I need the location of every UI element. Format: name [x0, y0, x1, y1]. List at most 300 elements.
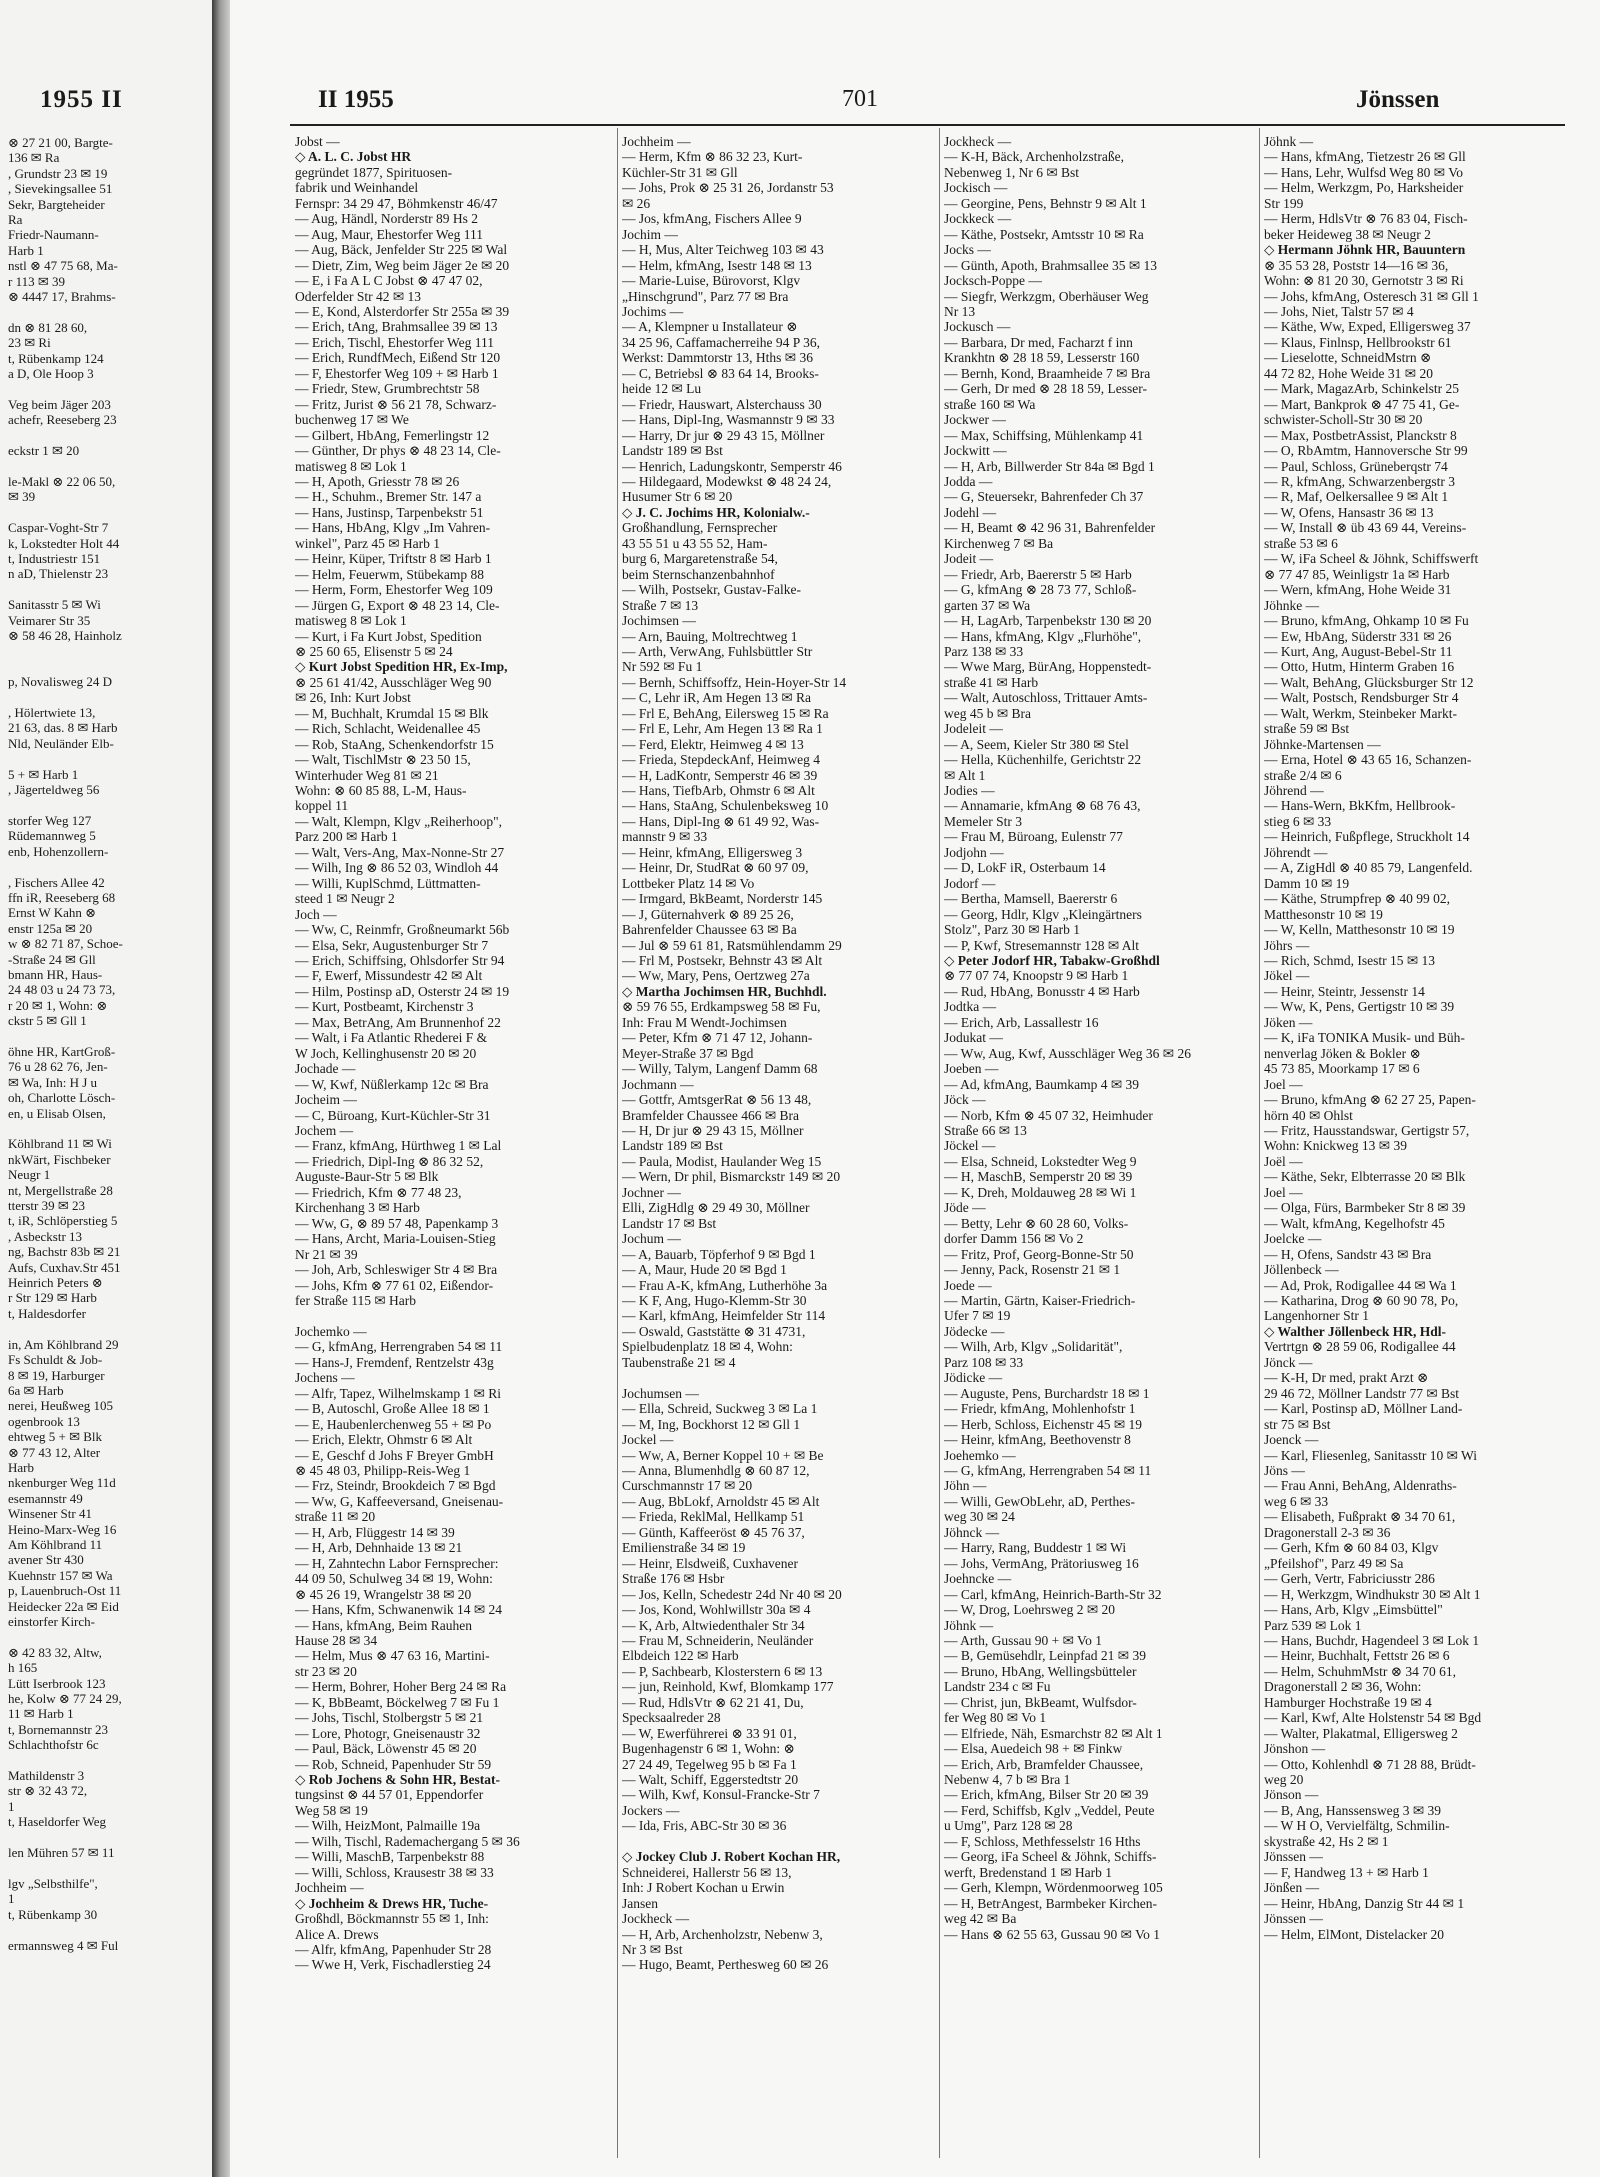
directory-entry-line: str ⊗ 32 43 72,: [8, 1783, 88, 1799]
directory-entry-line: Harb: [8, 1459, 34, 1475]
directory-entry-line: Langenhorner Str 1: [1264, 1308, 1369, 1324]
directory-entry-line: 23 ✉ Ri: [8, 335, 51, 351]
directory-entry-line: heide 12 ✉ Lu: [622, 381, 702, 397]
directory-entry-line: ⊗ 77 07 74, Knoopstr 9 ✉ Harb 1: [944, 968, 1129, 984]
directory-entry-line: Joel —: [1264, 1076, 1303, 1092]
directory-entry-line: — Gerh, Kfm ⊗ 60 84 03, Klgv: [1264, 1540, 1439, 1556]
directory-entry-line: — Fritz, Hausstandswar, Gertigstr 57,: [1264, 1123, 1470, 1138]
directory-entry-line: — Heinr, Buchhalt, Fettstr 26 ✉ 6: [1264, 1648, 1450, 1664]
directory-entry-line: Dragonerstall 2-3 ✉ 36: [1264, 1524, 1391, 1540]
directory-entry-line: gegründet 1877, Spirituosen-: [295, 164, 453, 180]
directory-entry-line: — Heinr, HbAng, Danzig Str 44 ✉ 1: [1264, 1895, 1465, 1911]
directory-entry-line: — Hans, Dipl-Ing, Wasmannstr 9 ✉ 33: [622, 412, 835, 428]
directory-entry-line: ⊗ 59 76 55, Erdkampsweg 58 ✉ Fu,: [622, 999, 821, 1015]
directory-entry-line: — Gottfr, AmtsgerRat ⊗ 56 13 48,: [622, 1092, 812, 1108]
directory-entry-line: Jöhnke —: [1264, 597, 1320, 613]
directory-entry-line: Sekr, Bargteheider: [8, 196, 105, 212]
directory-entry-line: — Olga, Fürs, Barmbeker Str 8 ✉ 39: [1264, 1200, 1466, 1216]
directory-entry-line: — K, BbBeamt, Böckelweg 7 ✉ Fu 1: [295, 1694, 500, 1710]
directory-entry-line: — Jos, Kond, Wohlwillstr 30a ✉ 4: [622, 1602, 811, 1618]
directory-entry-line: Ernst W Kahn ⊗: [8, 905, 97, 921]
directory-entry-line: ✉ 26: [622, 195, 651, 211]
directory-entry-line: straße 41 ✉ Harb: [944, 674, 1039, 690]
directory-entry-line: — Arth, VerwAng, Fuhlsbüttler Str: [622, 643, 813, 659]
directory-entry-line: — Hans-Wern, BkKfm, Hellbrook-: [1264, 798, 1456, 814]
directory-entry-line: — Christ, jun, BkBeamt, Wulfsdor-: [944, 1694, 1137, 1710]
directory-entry-line: Taubenstraße 21 ✉ 4: [622, 1354, 736, 1370]
directory-entry-line: Nr 13: [944, 303, 976, 319]
directory-entry-line: — Käthe, Ww, Exped, Elligersweg 37: [1264, 319, 1471, 335]
directory-entry-line: — K-H, Bäck, Archenholzstraße,: [944, 149, 1124, 165]
directory-entry-line: ⊗ 58 46 28, Hainholz: [8, 628, 122, 643]
directory-entry-line: — Erich, Arb, Lassallestr 16: [944, 1014, 1099, 1030]
directory-entry-line: [622, 1370, 935, 1385]
directory-entry-line: — Herm, Form, Ehestorfer Weg 109: [295, 582, 493, 598]
directory-entry-line: — M, Buchhalt, Krumdal 15 ✉ Blk: [295, 705, 489, 721]
directory-entry-line: — Ww, A, Berner Koppel 10 + ✉ Be: [622, 1447, 824, 1463]
directory-entry-line: — Herm, Bohrer, Hoher Berg 24 ✉ Ra: [295, 1679, 507, 1695]
left-page: [0, 0, 212, 2177]
directory-entry-line: — K F, Ang, Hugo-Klemm-Str 30: [622, 1292, 807, 1308]
directory-entry-line: — O, RbAmtm, Hannoversche Str 99: [1264, 443, 1468, 459]
directory-entry-line: — Erich, Elektr, Ohmstr 6 ✉ Alt: [295, 1432, 473, 1448]
directory-entry-line: — Karl, Fliesenleg, Sanitasstr 10 ✉ Wi: [1264, 1447, 1477, 1463]
directory-entry-line: Jöken —: [1264, 1014, 1313, 1030]
directory-entry-line: Friedr-Naumann-: [8, 227, 99, 243]
directory-entry-line: — H, LagArb, Tarpenbekstr 130 ✉ 20: [944, 613, 1152, 629]
directory-entry-line: — Walt, BehAng, Glücksburger Str 12: [1264, 674, 1474, 690]
directory-entry-line: Weg 58 ✉ 19: [295, 1802, 368, 1818]
directory-entry-line: — Ww, Aug, Kwf, Ausschläger Weg 36 ✉ 26: [944, 1045, 1191, 1061]
directory-entry-line: — Wern, Dr phil, Bismarckstr 149 ✉ 20: [622, 1169, 841, 1185]
directory-entry-line: Alice A. Drews: [295, 1926, 379, 1942]
directory-entry-line: Landstr 189 ✉ Bst: [622, 1138, 723, 1154]
directory-entry-line: — A, Klempner u Installateur ⊗: [622, 319, 798, 335]
directory-entry-line: — Fritz, Jurist ⊗ 56 21 78, Schwarz-: [295, 396, 497, 412]
directory-entry-line: Jochheim —: [295, 1880, 364, 1896]
directory-entry-line: — Herb, Schloss, Eichenstr 45 ✉ 19: [944, 1416, 1143, 1432]
directory-entry-line: le-Makl ⊗ 22 06 50,: [8, 473, 116, 489]
directory-entry-line: — Alfr, Tapez, Wilhelmskamp 1 ✉ Ri: [295, 1385, 502, 1401]
directory-entry-line: — Mark, MagazArb, Schinkelstr 25: [1264, 381, 1459, 397]
directory-entry-line: Am Köhlbrand 11: [8, 1536, 103, 1552]
directory-entry-line: — Aug, Bäck, Jenfelder Str 225 ✉ Wal: [295, 242, 508, 258]
directory-entry-line: — Käthe, Postsekr, Amtsstr 10 ✉ Ra: [944, 226, 1144, 242]
directory-entry-line: — E, Kond, Alsterdorfer Str 255a ✉ 39: [295, 303, 510, 319]
directory-entry-line: — B, Gemüsehdlr, Leinpfad 21 ✉ 39: [944, 1648, 1146, 1664]
directory-entry-line: — F, Schloss, Methfesselstr 16 Hths: [944, 1833, 1141, 1849]
directory-entry-line: Jockwitt —: [944, 443, 1007, 459]
directory-entry-line: — Walt, kfmAng, Kegelhofstr 45: [1264, 1215, 1445, 1231]
directory-entry-line: Jocks —: [944, 242, 991, 258]
directory-entry-line: — Heinr, kfmAng, Beethovenstr 8: [944, 1432, 1131, 1448]
directory-entry-line: buchenweg 17 ✉ We: [295, 412, 409, 428]
directory-entry-line: — Siegfr, Werkzgm, Oberhäuser Weg: [944, 288, 1149, 304]
directory-entry-line: 43 55 51 u 43 55 52, Ham-: [622, 535, 768, 551]
directory-entry-line: 5 + ✉ Harb 1: [8, 766, 79, 782]
right-page: [230, 0, 1600, 2177]
directory-entry-line: — H, Arb, Flüggestr 14 ✉ 39: [295, 1524, 455, 1540]
page-header-keyword: Jönssen: [1356, 86, 1440, 113]
directory-entry-line: — Willi, MaschB, Tarpenbekstr 88: [295, 1849, 485, 1865]
book-gutter: [212, 0, 230, 2177]
directory-entry-line: — R, kfmAng, Schwarzenbergstr 3: [1264, 473, 1455, 489]
directory-entry-line: fabrik und Weinhandel: [295, 180, 419, 196]
directory-entry-line: Auguste-Baur-Str 5 ✉ Blk: [295, 1169, 439, 1185]
directory-entry-line: — G, kfmAng, Herrengraben 54 ✉ 11: [295, 1339, 503, 1355]
directory-entry-line: weg 45 b ✉ Bra: [944, 705, 1032, 721]
directory-entry-line: Jockheck —: [622, 1911, 690, 1927]
directory-entry-line: Großhdl, Böckmannstr 55 ✉ 1, Inh:: [295, 1911, 489, 1927]
directory-entry-line: Elli, ZigHdlg ⊗ 29 49 30, Möllner: [622, 1200, 810, 1216]
directory-entry-line: — Lore, Photogr, Gneisenaustr 32: [295, 1725, 481, 1741]
directory-entry-line: nstl ⊗ 47 75 68, Ma-: [8, 258, 118, 274]
directory-entry-line: Emilienstraße 34 ✉ 19: [622, 1540, 746, 1556]
directory-entry-line: — Günther, Dr phys ⊗ 48 23 14, Cle-: [295, 443, 501, 459]
directory-entry-line: weg 30 ✉ 24: [944, 1509, 1015, 1525]
directory-entry-line: — Ferd, Elektr, Heimweg 4 ✉ 13: [622, 736, 804, 752]
directory-column-2: [622, 134, 935, 1973]
directory-entry-line: — H., Schuhm., Bremer Str. 147 a: [295, 489, 482, 505]
directory-entry-line: Lütt Iserbrook 123: [8, 1675, 106, 1691]
directory-entry-line: — Ww, G, ⊗ 89 57 48, Papenkamp 3: [295, 1215, 499, 1231]
directory-entry-line: Jodukat —: [944, 1030, 1003, 1046]
directory-entry-line: Großhandlung, Fernsprecher: [622, 520, 778, 536]
directory-entry-line: — Rich, Schmd, Isestr 15 ✉ 13: [1264, 953, 1436, 969]
directory-entry-line: Schlachthofstr 6c: [8, 1737, 99, 1753]
directory-entry-line: — Aug, Händl, Norderstr 89 Hs 2: [295, 211, 478, 227]
directory-entry-line: — Walt, Postsch, Rendsburger Str 4: [1264, 690, 1459, 706]
directory-entry-line: — Johs, Prok ⊗ 25 31 26, Jordanstr 53: [622, 180, 834, 196]
directory-entry-line: Jöhnk —: [944, 1617, 994, 1633]
directory-entry-line: — Hans, Lehr, Wulfsd Weg 80 ✉ Vo: [1264, 164, 1464, 180]
directory-entry-line: — Hans, Archt, Maria-Louisen-Stieg: [295, 1231, 496, 1247]
directory-entry-line: — Willi, KuplSchmd, Lüttmatten-: [295, 875, 481, 891]
directory-entry-line: — Arn, Bauing, Moltrechtweg 1: [622, 628, 798, 644]
directory-entry-line: — Wwe H, Verk, Fischadlerstieg 24: [295, 1957, 491, 1973]
directory-entry-line: — Wilh, Ing ⊗ 86 52 03, Windloh 44: [295, 860, 499, 876]
directory-entry-line: — A, Seem, Kieler Str 380 ✉ Stel: [944, 736, 1129, 752]
directory-entry-line: Jobst —: [295, 134, 340, 149]
directory-entry-line: [8, 1321, 208, 1336]
directory-entry-line: Parz 539 ✉ Lok 1: [1264, 1617, 1362, 1633]
directory-entry-line: — F, Ewerf, Missundestr 42 ✉ Alt: [295, 968, 483, 984]
directory-column-4: [1264, 134, 1567, 1942]
directory-entry-line: — Ww, G, Kaffeeversand, Gneisenau-: [295, 1493, 504, 1509]
directory-entry-line: — Heinr, Dr, StudRat ⊗ 60 97 09,: [622, 860, 809, 876]
directory-entry-line: — Wilh, Tischl, Rademachergang 5 ✉ 36: [295, 1833, 520, 1849]
directory-entry-line: — Frieda, ReklMal, Hellkamp 51: [622, 1509, 805, 1525]
directory-entry-line: Harb 1: [8, 242, 44, 258]
directory-entry-line: — Mart, Bankprok ⊗ 47 75 41, Ge-: [1264, 396, 1460, 412]
directory-entry-line: — Rud, HbAng, Bonusstr 4 ✉ Harb: [944, 983, 1140, 999]
directory-entry-line: — Walt, Vers-Ang, Max-Nonne-Str 27: [295, 844, 505, 860]
column-divider: [617, 128, 618, 2158]
directory-entry-line: — H, Arb, Billwerder Str 84a ✉ Bgd 1: [944, 458, 1155, 474]
directory-entry-line: — W H O, Vervielfältg, Schmilin-: [1264, 1818, 1450, 1834]
directory-entry-line: — Heinrich, Fußpflege, Struckholt 14: [1264, 829, 1470, 845]
directory-entry-line: Jockheck —: [944, 134, 1012, 149]
directory-entry-line: — Friedr, Hauswart, Alsterchauss 30: [622, 396, 822, 412]
directory-entry-line: — Max, BetrAng, Am Brunnenhof 22: [295, 1014, 501, 1030]
directory-entry-line: — M, Ing, Bockhorst 12 ✉ Gll 1: [622, 1416, 801, 1432]
directory-entry-line: Jansen: [622, 1895, 658, 1911]
directory-entry-line: — Paula, Modist, Haulander Weg 15: [622, 1153, 822, 1169]
directory-entry-line: Jöhnck —: [944, 1524, 1000, 1540]
directory-entry-line: [8, 690, 208, 705]
directory-entry-line: Jochmann —: [622, 1076, 694, 1092]
directory-entry-line: — Hans, StaAng, Schulenbeksweg 10: [622, 798, 829, 814]
directory-entry-line: Landstr 17 ✉ Bst: [622, 1215, 717, 1231]
directory-entry-line: weg 42 ✉ Ba: [944, 1911, 1017, 1927]
directory-entry-line: — Rich, Schlacht, Weidenallee 45: [295, 721, 481, 737]
directory-entry-line: weg 20: [1264, 1772, 1304, 1788]
directory-entry-line: ehtweg 5 + ✉ Blk: [8, 1429, 103, 1445]
directory-entry-line: ng, Bachstr 83b ✉ 21: [8, 1244, 121, 1260]
directory-entry-line: Joël —: [1264, 1153, 1303, 1169]
directory-entry-line: koppel 11: [295, 798, 349, 814]
directory-entry-line: — G, kfmAng ⊗ 28 73 77, Schloß-: [944, 582, 1137, 598]
directory-entry-line: Wohn: ⊗ 60 85 88, L-M, Haus-: [295, 783, 467, 799]
directory-entry-line: Jocheim —: [295, 1092, 357, 1108]
directory-entry-line: — Hans, kfmAng, Tietzestr 26 ✉ Gll: [1264, 149, 1466, 165]
directory-entry-line: — Ella, Schreid, Suckweg 3 ✉ La 1: [622, 1401, 818, 1417]
directory-entry-line: — A, Bauarb, Töpferhof 9 ✉ Bgd 1: [622, 1246, 816, 1262]
directory-entry-line: esemannstr 49: [8, 1490, 83, 1506]
directory-entry-line: Joel —: [1264, 1184, 1303, 1200]
directory-entry-line: Jönson —: [1264, 1787, 1319, 1803]
directory-entry-line: [8, 304, 208, 319]
directory-entry-line: , Asbeckstr 13: [8, 1228, 83, 1244]
directory-entry-line: Jöhrendt —: [1264, 844, 1328, 860]
directory-entry-line: — Ida, Fris, ABC-Str 30 ✉ 36: [622, 1818, 787, 1834]
directory-entry-line: Jodehl —: [944, 504, 997, 520]
directory-entry-line: — Norb, Kfm ⊗ 45 07 32, Heimhuder: [944, 1107, 1153, 1123]
directory-entry-line: — Helm, ElMont, Distelacker 20: [1264, 1926, 1444, 1942]
directory-entry-line: — Johs, Tischl, Stolbergstr 5 ✉ 21: [295, 1710, 484, 1726]
directory-entry-line: — Elfriede, Näh, Esmarchstr 82 ✉ Alt 1: [944, 1725, 1163, 1741]
directory-entry-line: — Rob, Schneid, Papenhuder Str 59: [295, 1756, 492, 1772]
directory-entry-line: Jödecke —: [944, 1323, 1005, 1339]
directory-entry-line: — Willy, Talym, Langenf Damm 68: [622, 1061, 818, 1077]
directory-entry-line: Nebenw 4, 7 b ✉ Bra 1: [944, 1772, 1071, 1788]
directory-entry-line: Winsener Str 41: [8, 1506, 92, 1522]
directory-entry-line: , Sievekingsallee 51: [8, 181, 113, 197]
directory-entry-line: ermannsweg 4 ✉ Ful: [8, 1937, 119, 1953]
directory-entry-line: matisweg 8 ✉ Lok 1: [295, 613, 407, 629]
directory-entry-line: — Hugo, Beamt, Perthesweg 60 ✉ 26: [622, 1957, 829, 1973]
directory-entry-line: len Mühren 57 ✉ 11: [8, 1845, 115, 1861]
directory-entry-line: — Georgine, Pens, Behnstr 9 ✉ Alt 1: [944, 195, 1147, 211]
directory-entry-line: 29 46 72, Möllner Landstr 77 ✉ Bst: [1264, 1385, 1460, 1401]
directory-entry-line: — Hans, Kfm, Schwanenwik 14 ✉ 24: [295, 1602, 503, 1618]
directory-entry-line: Heidecker 22a ✉ Eid: [8, 1598, 119, 1614]
directory-entry-line: — Karl, Postinsp aD, Möllner Land-: [1264, 1401, 1463, 1417]
directory-entry-line: [8, 505, 208, 520]
directory-entry-line: [295, 1308, 611, 1323]
directory-entry-line: Bahrenfelder Chaussee 63 ✉ Ba: [622, 922, 797, 938]
directory-entry-line: Oderfelder Str 42 ✉ 13: [295, 288, 422, 304]
directory-entry-line: — Paul, Schloss, Grüneberqstr 74: [1264, 458, 1448, 474]
directory-entry-line: — Hans, kfmAng, Beim Rauhen: [295, 1617, 472, 1633]
directory-entry-line: — Gerh, Klempn, Wördenmoorweg 105: [944, 1880, 1163, 1896]
directory-entry-line: — Walt, i Fa Atlantic Rhederei F &: [295, 1030, 488, 1046]
directory-entry-line: — J, Güternahverk ⊗ 89 25 26,: [622, 906, 794, 922]
directory-entry-line: 11 ✉ Harb 1: [8, 1706, 74, 1722]
directory-entry-line: str 75 ✉ Bst: [1264, 1416, 1331, 1432]
directory-entry-line: ◇ J. C. Jochims HR, Kolonialw.-: [622, 504, 810, 520]
directory-entry-line: — B, Autoschl, Große Allee 18 ✉ 1: [295, 1401, 490, 1417]
directory-entry-line: — Johs, Niet, Talstr 57 ✉ 4: [1264, 303, 1414, 319]
directory-entry-line: Jönssen —: [1264, 1849, 1323, 1865]
directory-entry-line: — Peter, Kfm ⊗ 71 47 12, Johann-: [622, 1030, 813, 1046]
directory-entry-line: burg 6, Margaretenstraße 54,: [622, 551, 778, 567]
directory-entry-line: — Ferd, Schiffsb, Kglv „Veddel, Peute: [944, 1802, 1155, 1818]
directory-entry-line: — Jul ⊗ 59 61 81, Ratsmühlendamm 29: [622, 937, 842, 953]
directory-entry-line: — Otto, Kohlenhdl ⊗ 71 28 88, Brüdt-: [1264, 1756, 1476, 1772]
directory-entry-line: — H, Werkzgm, Windhukstr 30 ✉ Alt 1: [1264, 1586, 1481, 1602]
directory-entry-line: [8, 797, 208, 812]
directory-entry-line: — W, Kwf, Nüßlerkamp 12c ✉ Bra: [295, 1076, 489, 1092]
directory-entry-line: — H, Mus, Alter Teichweg 103 ✉ 43: [622, 242, 824, 258]
directory-entry-line: , Grundstr 23 ✉ 19: [8, 165, 108, 181]
directory-entry-line: , Hölertwiete 13,: [8, 705, 96, 721]
directory-entry-line: — Willi, GewObLehr, aD, Perthes-: [944, 1493, 1135, 1509]
directory-entry-line: ⊗ 25 60 65, Elisenstr 5 ✉ 24: [295, 643, 453, 659]
directory-entry-line: — Rob, StaAng, Schenkendorfstr 15: [295, 736, 494, 752]
directory-entry-line: ◇ Martha Jochimsen HR, Buchhdl.: [622, 983, 827, 999]
directory-entry-line: — W, iFa Scheel & Jöhnk, Schiffswerft: [1264, 551, 1479, 567]
directory-entry-line: — Johs, VermAng, Prätoriusweg 16: [944, 1555, 1139, 1571]
directory-entry-line: [8, 1029, 208, 1044]
directory-entry-line: — Heinr, Küper, Triftstr 8 ✉ Harb 1: [295, 551, 492, 567]
directory-entry-line: [8, 1121, 208, 1136]
directory-entry-line: — Anna, Blumenhdlg ⊗ 60 87 12,: [622, 1462, 810, 1478]
directory-entry-line: [8, 382, 208, 397]
directory-entry-line: — K, iFa TONIKA Musik- und Büh-: [1264, 1030, 1465, 1046]
directory-entry-line: — Walter, Plakatmal, Elligersweg 2: [1264, 1725, 1458, 1741]
directory-entry-line: fer Straße 115 ✉ Harb: [295, 1292, 417, 1308]
directory-entry-line: — Barbara, Dr med, Facharzt f inn: [944, 334, 1133, 350]
directory-entry-line: Joede —: [944, 1277, 992, 1293]
directory-entry-line: — Herm, HdlsVtr ⊗ 76 83 04, Fisch-: [1264, 211, 1468, 227]
directory-entry-line: — C, Büroang, Kurt-Küchler-Str 31: [295, 1107, 491, 1123]
directory-entry-line: — Max, Schiffsing, Mühlenkamp 41: [944, 427, 1144, 443]
directory-entry-line: — Friedrich, Kfm ⊗ 77 48 23,: [295, 1184, 462, 1200]
directory-entry-line: Jochimsen —: [622, 613, 696, 629]
directory-entry-line: tungsinst ⊗ 44 57 01, Eppendorfer: [295, 1787, 484, 1803]
directory-entry-line: [8, 459, 208, 474]
directory-entry-line: — Otto, Hutm, Hinterm Graben 16: [1264, 659, 1455, 675]
directory-entry-line: Matthesonstr 10 ✉ 19: [1264, 906, 1383, 922]
directory-entry-line: — Elsa, Sekr, Augustenburger Str 7: [295, 937, 489, 953]
directory-entry-line: 34 25 96, Caffamacherreihe 94 P 36,: [622, 334, 820, 350]
directory-entry-line: — Karl, kfmAng, Heimfelder Str 114: [622, 1308, 826, 1324]
column-divider: [1259, 128, 1260, 2158]
directory-entry-line: Jochemko —: [295, 1323, 367, 1339]
directory-entry-line: — Arth, Gussau 90 + ✉ Vo 1: [944, 1632, 1102, 1648]
directory-entry-line: Parz 108 ✉ 33: [944, 1354, 1024, 1370]
directory-entry-line: — W, Drog, Loehrsweg 2 ✉ 20: [944, 1602, 1116, 1618]
directory-entry-line: Stolz", Parz 30 ✉ Harb 1: [944, 922, 1081, 938]
directory-entry-line: — Helm, Werkzgm, Po, Harksheider: [1264, 180, 1464, 196]
directory-entry-line: ◇ Jockey Club J. Robert Kochan HR,: [622, 1849, 841, 1865]
directory-entry-line: ✉ Alt 1: [944, 767, 986, 783]
directory-entry-line: Jochum —: [622, 1231, 681, 1247]
directory-entry-line: Vertrtgn ⊗ 28 59 06, Rodigallee 44: [1264, 1339, 1456, 1355]
directory-entry-line: — E, i Fa A L C Jobst ⊗ 47 47 02,: [295, 273, 483, 289]
directory-entry-line: — Friedr, Arb, Baererstr 5 ✉ Harb: [944, 566, 1132, 582]
directory-entry-line: t, Haldesdorfer: [8, 1305, 86, 1321]
directory-entry-line: Jöhrend —: [1264, 783, 1324, 799]
directory-entry-line: — Elsa, Auedeich 98 + ✉ Finkw: [944, 1741, 1123, 1757]
directory-entry-line: Veg beim Jäger 203: [8, 396, 111, 412]
directory-entry-line: in, Am Köhlbrand 29: [8, 1336, 119, 1352]
directory-entry-line: 27 24 49, Tegelweg 95 b ✉ Fa 1: [622, 1756, 797, 1772]
directory-entry-line: 76 u 28 62 76, Jen-: [8, 1059, 108, 1075]
directory-entry-line: Wohn: Knickweg 13 ✉ 39: [1264, 1138, 1407, 1154]
directory-entry-line: — Bernh, Schiffsoffz, Hein-Hoyer-Str 14: [622, 674, 847, 690]
directory-entry-line: — Kurt, Ang, August-Bebel-Str 11: [1264, 643, 1453, 659]
directory-entry-line: — jun, Reinhold, Kwf, Blomkamp 177: [622, 1679, 834, 1695]
directory-entry-line: Caspar-Voght-Str 7: [8, 520, 109, 536]
directory-entry-line: ⊗ 4447 17, Brahms-: [8, 289, 116, 305]
directory-entry-line: n aD, Thielenstr 23: [8, 566, 109, 582]
directory-entry-line: str 23 ✉ 20: [295, 1663, 357, 1679]
directory-entry-line: — Käthe, Strumpfrep ⊗ 40 99 02,: [1264, 891, 1451, 907]
directory-entry-line: — Erich, RundfMech, Eißend Str 120: [295, 350, 501, 366]
directory-entry-line: — H, Dr jur ⊗ 29 43 15, Möllner: [622, 1123, 804, 1138]
directory-entry-line: — Wern, kfmAng, Hohe Weide 31: [1264, 582, 1452, 598]
directory-entry-line: r 20 ✉ 1, Wohn: ⊗: [8, 997, 108, 1013]
directory-entry-line: Jochumsen —: [622, 1385, 699, 1401]
directory-entry-line: Jöhn —: [944, 1478, 987, 1494]
directory-entry-line: Joeben —: [944, 1061, 999, 1077]
directory-entry-line: — Frz, Steindr, Brookdeich 7 ✉ Bgd: [295, 1478, 496, 1494]
directory-entry-line: Joehncke —: [944, 1571, 1012, 1587]
directory-entry-line: Meyer-Straße 37 ✉ Bgd: [622, 1045, 754, 1061]
directory-entry-line: ogenbrook 13: [8, 1413, 80, 1429]
directory-entry-line: — Hans ⊗ 62 55 63, Gussau 90 ✉ Vo 1: [944, 1926, 1161, 1942]
directory-entry-line: matisweg 8 ✉ Lok 1: [295, 458, 407, 474]
directory-entry-line: — Erich, Schiffsing, Ohlsdorfer Str 94: [295, 953, 505, 969]
directory-entry-line: ⊗ 45 48 03, Philipp-Reis-Weg 1: [295, 1462, 471, 1478]
directory-entry-line: u Umg", Parz 128 ✉ 28: [944, 1818, 1073, 1834]
directory-entry-line: Jönssen —: [1264, 1911, 1323, 1927]
directory-entry-line: Hause 28 ✉ 34: [295, 1632, 378, 1648]
directory-entry-line: , Fischers Allee 42: [8, 874, 105, 890]
directory-entry-line: 24 48 03 u 24 73 73,: [8, 982, 116, 998]
directory-entry-line: 21 63, das. 8 ✉ Harb: [8, 720, 118, 736]
directory-entry-line: Mathildenstr 3: [8, 1768, 85, 1784]
directory-entry-line: ⊗ 42 83 32, Altw,: [8, 1644, 102, 1660]
directory-entry-line: Jöhnke-Martensen —: [1264, 736, 1381, 752]
directory-entry-line: ✉ 26, Inh: Kurt Jobst: [295, 690, 411, 706]
directory-entry-line: ◇ Jochheim & Drews HR, Tuche-: [295, 1895, 489, 1911]
directory-entry-line: — H, Zahntechn Labor Fernsprecher:: [295, 1555, 499, 1571]
directory-entry-line: — Kurt, Postbeamt, Kirchenstr 3: [295, 999, 474, 1015]
directory-entry-line: — Erich, Arb, Bramfelder Chaussee,: [944, 1756, 1144, 1772]
directory-entry-line: — Willi, Schloss, Krausestr 38 ✉ 33: [295, 1864, 494, 1880]
directory-entry-line: — Walt, Klempn, Klgv „Reiherhoop",: [295, 813, 503, 829]
directory-entry-line: „Hinschgrund", Parz 77 ✉ Bra: [622, 288, 789, 304]
directory-entry-line: Jönck —: [1264, 1354, 1313, 1370]
directory-entry-line: Spielbudenplatz 18 ✉ 4, Wohn:: [622, 1339, 793, 1355]
directory-entry-line: Inh: Frau M Wendt-Jochimsen: [622, 1014, 787, 1030]
directory-entry-line: Ufer 7 ✉ 19: [944, 1308, 1011, 1324]
directory-entry-line: — Klaus, Finlnsp, Hellbrookstr 61: [1264, 334, 1452, 350]
directory-entry-line: Bramfelder Chaussee 466 ✉ Bra: [622, 1107, 800, 1123]
